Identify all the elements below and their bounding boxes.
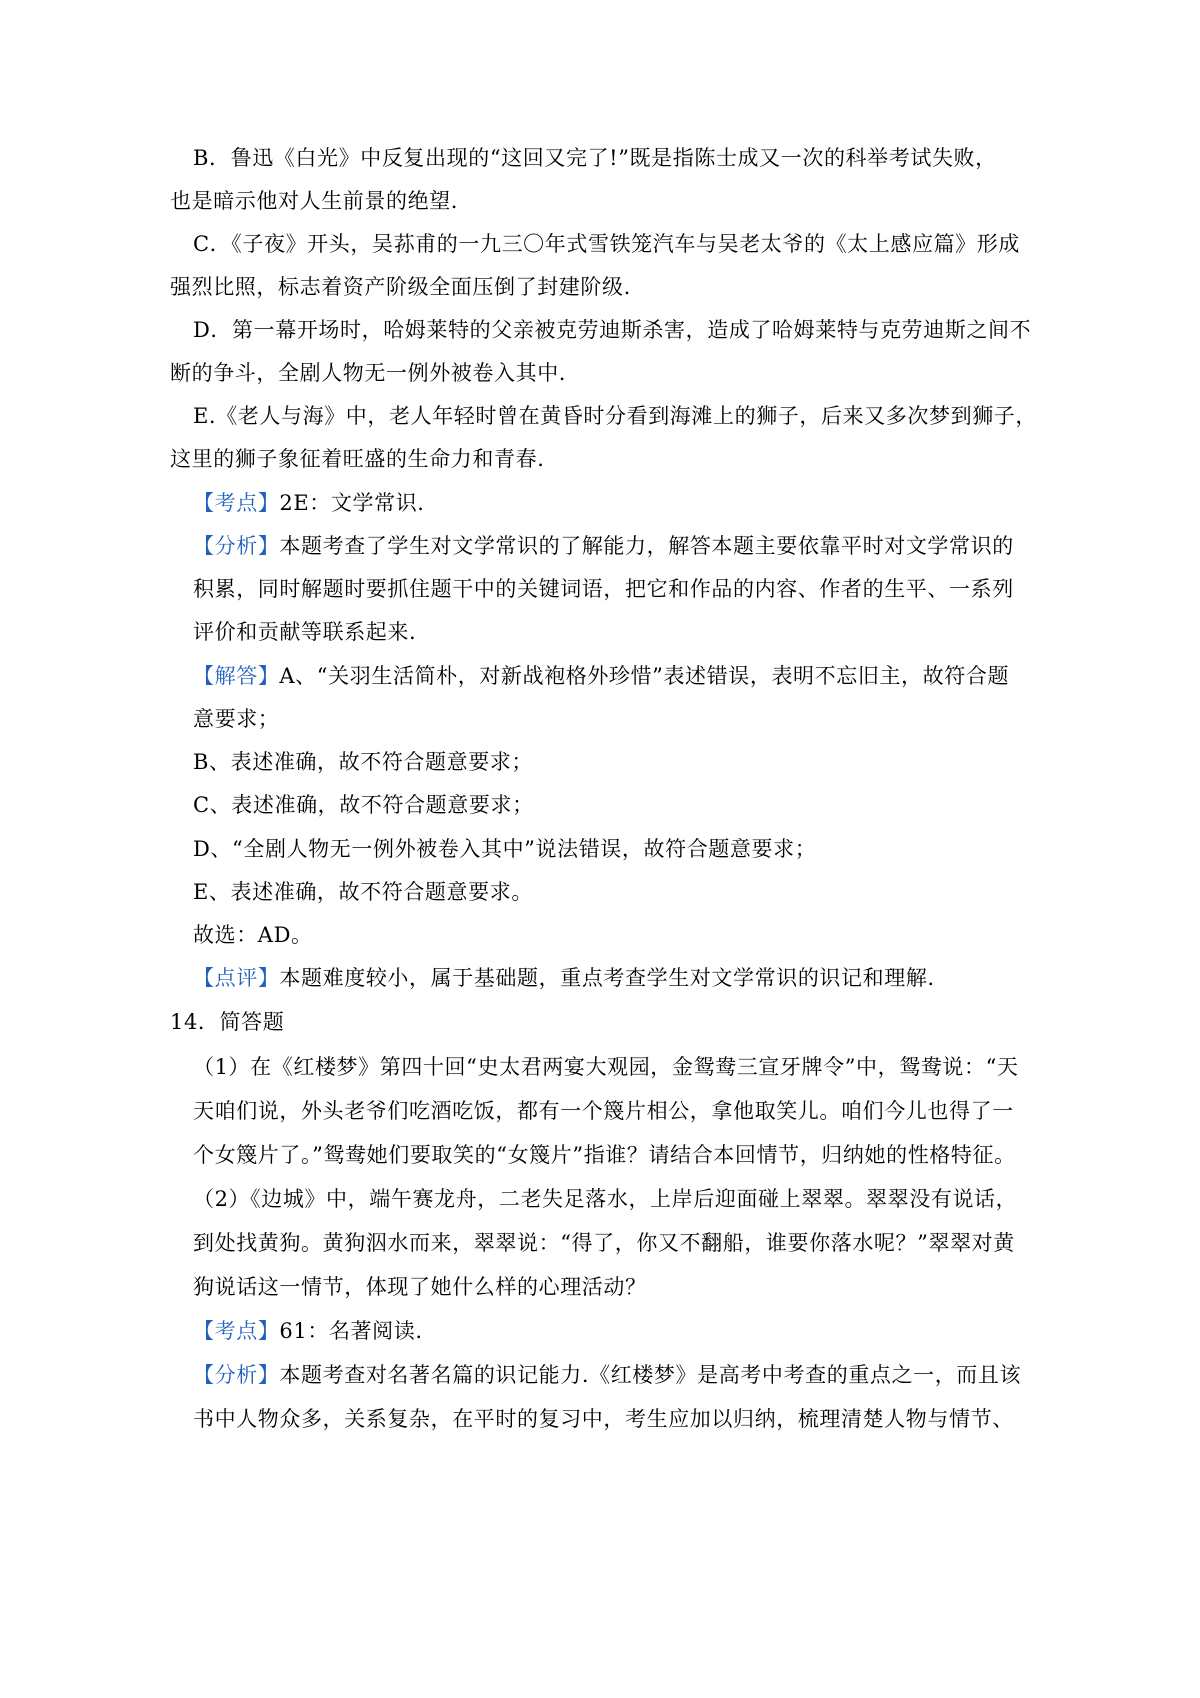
bracket-open: 【 [193,1319,215,1343]
bracket-open: 【 [193,534,215,558]
kaodian-text: 2E：文学常识. [279,491,425,515]
bracket-close: 】 [257,534,280,558]
bracket-open: 【 [193,966,215,990]
option-d-line-2: 断的争斗，全剧人物无一例外被卷入其中. [170,361,567,385]
fenxi-text: 本题考查了学生对文学常识的了解能力，解答本题主要依靠平时对文学常识的 [279,534,1014,558]
q13-answer-e: E、表述准确，故不符合题意要求。 [193,880,533,904]
bracket-close: 】 [257,491,280,515]
bracket-close: 】 [257,1319,280,1343]
q13-kaodian [193,488,425,518]
q13-fenxi-line-3: 评价和贡献等联系起来. [193,620,417,644]
kaodian-tag: 考点 [214,491,258,515]
q13-answer-b: B、表述准确，故不符合题意要求； [193,750,534,774]
q13-fenxi-line-1 [193,531,1014,561]
bracket-open: 【 [193,664,215,688]
q13-dianping [193,963,935,993]
jieda-tag: 解答 [214,664,258,688]
fenxi-tag: 分析 [214,534,258,558]
bracket-close: 】 [257,1363,280,1387]
q14-kaodian [193,1316,423,1346]
kaodian-text: 61：名著阅读. [279,1319,423,1343]
q14-part1-line-3: 个女篾片了。”鸳鸯她们要取笑的“女篾片”指谁？请结合本回情节，归纳她的性格特征。 [193,1143,1016,1167]
option-c-line-2: 强烈比照，标志着资产阶级全面压倒了封建阶级. [170,275,631,299]
bracket-close: 】 [257,966,280,990]
fenxi-text: 本题考查对名著名篇的识记能力.《红楼梦》是高考中考查的重点之一，而且该 [279,1363,1022,1387]
q14-part2-line-1: （2）《边城》中，端午赛龙舟，二老失足落水，上岸后迎面碰上翠翠。翠翠没有说话， [193,1187,1018,1211]
q13-jieda-line-2: 意要求； [193,707,280,731]
q13-answer-c: C、表述准确，故不符合题意要求； [193,793,534,817]
option-b-line-2: 也是暗示他对人生前景的绝望. [170,189,459,213]
q14-part1-line-1: （1）在《红楼梦》第四十回“史太君两宴大观园，金鸳鸯三宣牙牌令”中，鸳鸯说：“天 [193,1055,1019,1079]
q14-part2-line-2: 到处找黄狗。黄狗泅水而来，翠翠说：“得了，你又不翻船，谁要你落水呢？”翠翠对黄 [193,1231,1015,1255]
q14-part2-line-3: 狗说话这一情节，体现了她什么样的心理活动？ [193,1275,647,1299]
q13-jieda-line-1 [193,661,1009,691]
q13-fenxi-line-2: 积累，同时解题时要抓住题干中的关键词语，把它和作品的内容、作者的生平、一系列 [193,577,1014,601]
bracket-open: 【 [193,1363,215,1387]
jieda-text: A、“关羽生活简朴，对新战袍格外珍惜”表述错误，表明不忘旧主，故符合题 [279,664,1010,688]
q13-choice: 故选：AD。 [193,923,313,947]
fenxi-tag: 分析 [214,1363,258,1387]
dianping-tag: 点评 [214,966,258,990]
q14-title: 14．简答题 [170,1010,285,1034]
q13-answer-d: D、“全剧人物无一例外被卷入其中”说法错误，故符合题意要求； [193,837,817,861]
bracket-close: 】 [257,664,280,688]
option-b-line-1: B．鲁迅《白光》中反复出现的“这回又完了!”既是指陈士成又一次的科举考试失败， [193,146,997,170]
bracket-open: 【 [193,491,215,515]
q14-fenxi-line-1 [193,1360,1021,1390]
option-d-line-1: D．第一幕开场时，哈姆莱特的父亲被克劳迪斯杀害，造成了哈姆莱特与克劳迪斯之间不 [193,318,1032,342]
q14-part1-line-2: 天咱们说，外头老爷们吃酒吃饭，都有一个篾片相公，拿他取笑儿。咱们今儿也得了一 [193,1099,1014,1123]
option-e-line-1: E.《老人与海》中，老人年轻时曾在黄昏时分看到海滩上的狮子，后来又多次梦到狮子， [193,404,1038,428]
dianping-text: 本题难度较小，属于基础题，重点考查学生对文学常识的识记和理解. [279,966,935,990]
q14-fenxi-line-2: 书中人物众多，关系复杂，在平时的复习中，考生应加以归纳，梳理清楚人物与情节、 [193,1407,1014,1431]
kaodian-tag: 考点 [214,1319,258,1343]
option-e-line-2: 这里的狮子象征着旺盛的生命力和青春. [170,447,545,471]
option-c-line-1: C．《子夜》开头，吴荪甫的一九三〇年式雪铁笼汽车与吴老太爷的《太上感应篇》形成 [193,232,1020,256]
